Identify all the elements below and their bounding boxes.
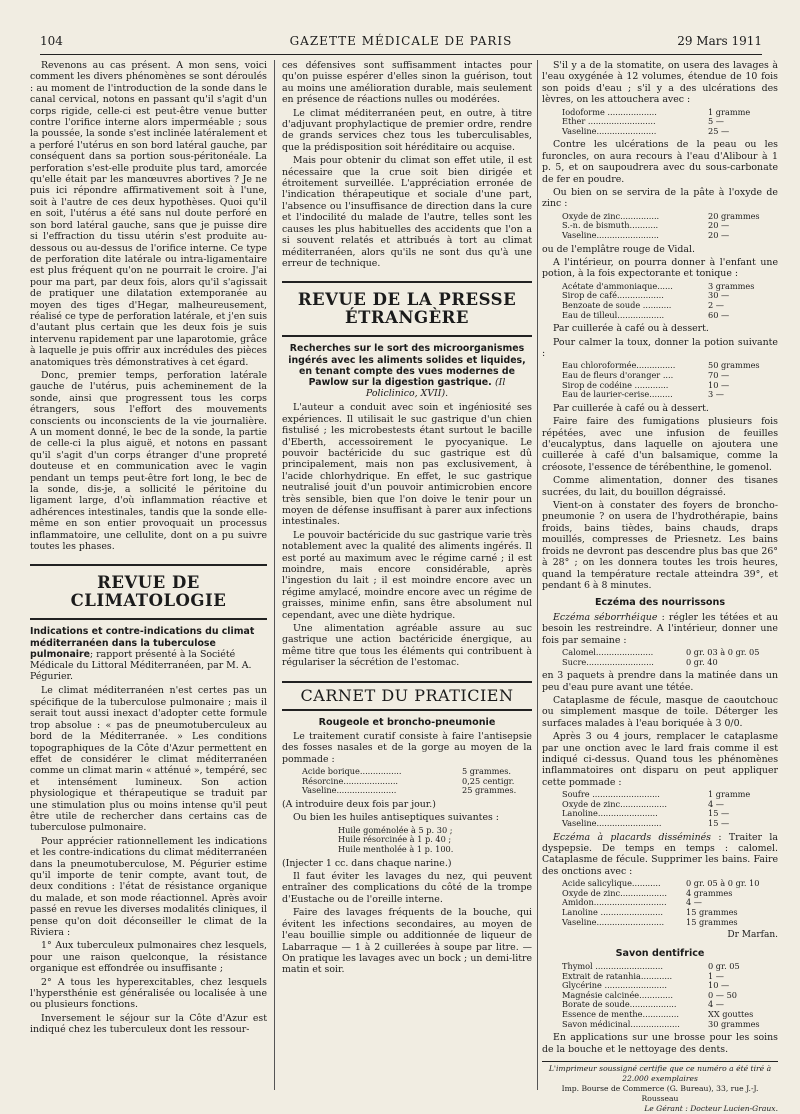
paragraph: Cataplasme de fécule, masque de caoutchouc ou simplement masque de toile. Déterger les surfaces malades à l'eau boriquée à 3 0/0. [542,694,778,729]
article-source: (Il Policlinico, XVII). [365,376,506,400]
recipe-row: Amidon............................ 4 — [562,897,702,908]
paragraph: Revenons au cas présent. A mon sens, voici comment les divers phénomènes se sont déroulés : au moment de l'introduction de la sonde dans le canal cervical, notons en passant qu'il s'agit d'un corps rigide, celle-ci est peut-être venue butter contre l'orifice interne alors imperméable ; sous la poussée, la sonde s'est inclinée latéralement et a perforé l'utérus en son bord latéral gauche, par conséquent dans sa portion sous-péritonéale. La perforation s'est-elle produite plus tard, amorcée qu'elle était par les manœuvres abortives ? Je ne puis ici répondre affirmativement soit à l'une, soit à l'autre de ces deux hypothèses. Quoi qu'il en soit, l'utérus a été sans nul doute perforé en son bord latéral gauche, sans que je puisse dire si l'effraction du tissu utérin s'est produite au-dessous ou au-dessus de l'orifice interne. Ce type de perforation dite latérale ou intra-ligamentaire est plus fréquent qu'on ne pourrait le croire. J'ai pour ma part, par deux fois, alors qu'il s'agissait de pratiquer une dilatation extemporanée au moyen des tiges d'Hegar, malheureusement, réalisé ce type de perforation latérale, et j'en suis d'autant plus certain que les deux fois je suis intervenu rapidement par une laparotomie, grâce à laquelle je puis offrir aux incrédules des pièces anatomiques très démonstratives à cet égard. [30,60,267,368]
oil-item: Huile goménolée à 5 p. 30 ; [338,824,453,835]
emphasis: Eczéma à placards disséminés [553,831,711,843]
section-title-climatologie: REVUE DE CLIMATOLOGIE [30,564,267,620]
journal-title: GAZETTE MÉDICALE DE PARIS [289,34,513,48]
author-signature: Dr Marfan. [727,930,778,941]
recipe-list [562,282,778,320]
oil-item: Huile mentholée à 1 p. 100. [338,844,454,855]
recipe-row: Résorcine..................... 0,25 centigr. [302,775,515,786]
oil-item: Huile résorcinée à 1 p. 40 ; [338,834,452,845]
article-heading [30,626,267,682]
paragraph: Ou bien les huiles antiseptiques suivantes : [293,812,499,824]
recipe-row: Lanoline ........................ 15 grammes [562,906,738,917]
recipe-row: Acide borique................ 5 grammes. [302,766,512,777]
paragraph: Pour calmer la toux, donner la potion suivante : [542,336,778,360]
column-divider [274,60,275,1090]
column-1 [30,60,267,1038]
paragraph: Faire des lavages fréquents de la bouche, qui évitent les infections secondaires, au moyen de l'eau bouillie simple ou additionnée de liqueur de Labarraque — 1 à 2 cuillerées à soupe par litre. — On pratique les lavages avec un bock ; un demi-litre matin et soir. [282,907,532,976]
paragraph: S'il y a de la stomatite, on usera des lavages à l'eau oxygénée à 12 volumes, étendue de 10 fois son poids d'eau ; s'il y a des ulcérations des lèvres, on les attouchera avec : [542,60,778,106]
paragraph: Par cuillerée à café ou à dessert. [553,402,709,414]
recipe-row: Vaseline....................... 25 — [562,125,730,136]
paragraph: L'auteur a conduit avec soin et ingéniosité ses expériences. Il utilisait le suc gastrique d'un chien fistulisé ; les microbestests étant surtout le bacille d'Eberth, accessoirement le pyocyanique. Le pouvoir bactéricide du suc gastrique est dû principalement, mais non pas exclusivement, à l'acide chlorhydrique. En effet, le suc gastrique neutralisé jouit d'un pouvoir antimicrobien encore très sensible, bien que l'on doive le tenir pour un moyen de défense insuffisant à parer aux infections intestinales. [282,402,532,528]
recipe-row: Glycérine ........................ 10 — [562,980,730,991]
recipe-row: Borate de soude.................. 4 — [562,999,724,1010]
note: (Injecter 1 cc. dans chaque narine.) [282,857,452,869]
recipe-row: Soufre .......................... 1 gramme [562,789,751,800]
paragraph: Le climat méditerranéen peut, en outre, à titre d'adjuvant prophylactique de premier ordre, rendre de grands services chez tous les tuberculisables, que la prédisposition soit héréditaire ou acquise. [282,107,532,153]
paragraph: Le pouvoir bactéricide du suc gastrique varie très notablement avec la qualité des aliments ingérés. Il est porté au maximum avec le régime carné ; il est moindre, mais encore considérable, après l'ingestion du lait ; il est moindre encore avec un régime amylacé, moindre encore avec un régime de graisses, minime enfin, sans être absolument nul cependant, avec une diète hydrique. [282,529,532,621]
issue-date: 29 Mars 1911 [677,34,762,48]
paragraph: Le traitement curatif consiste à faire l'antisepsie des fosses nasales et de la gorge au moyen de la pommade : [282,731,532,765]
printer-footer [542,1061,778,1114]
recipe-row: Oxyde de zinc.................. 4 — [562,798,724,809]
paragraph: Ou bien on se servira de la pâte à l'oxyde de zinc : [542,187,778,210]
recipe-row: Acide salicylique........... 0 gr. 05 à 0 gr. 10 [562,878,760,889]
emphasis: Eczéma séborrhéique [553,611,658,623]
paragraph: En applications sur une brosse pour les soins de la bouche et le nettoyage des dents. [542,1032,778,1055]
printer-address: Imp. Bourse de Commerce (G. Bureau), 33, rue J.-J. Rousseau [561,1083,759,1103]
column-2 [282,60,532,978]
paragraph: Une alimentation agréable assure au suc gastrique une action bactéricide énergique, au même titre que tous les éléments qui contribuent à régulariser la sécrétion de l'estomac. [282,623,532,669]
page-header [40,34,762,52]
recipe-row: Acétate d'ammoniaque...... 3 grammes [562,280,755,291]
recipe-row: Iodoforme ................... 1 gramme [562,106,751,117]
paragraph: ces défensives sont suffisamment intactes pour qu'on puisse espérer d'elles sinon la guérison, tout au moins une amélioration durable, mais seulement en présence de réactions nulles ou modérées. [282,60,532,106]
article-title: Indications et contre-indications du climat méditerranéen dans la tuberculose pulmonaire [30,626,255,660]
paragraph: Faire faire des fumigations plusieurs fois répétées, avec une infusion de feuilles d'eucalyptus, dans laquelle on ajoutera une cuillerée à café d'un balsamique, comme la créosote, l'essence de térébenthine, le gomenol. [542,416,778,473]
recipe-row: Lanoline....................... 15 — [562,808,730,819]
paragraph: 2° A tous les hyperexcitables, chez lesquels l'hypersthénie est généralisée ou localisée à une ou plusieurs fonctions. [30,976,267,1011]
subheading: Rougeole et broncho-pneumonie [318,716,496,728]
recipe-row: Eau chloroformée............... 50 grammes [562,360,760,371]
recipe-row: Sirop de café.................. 30 — [562,290,730,301]
paragraph: Inversement le séjour sur la Côte d'Azur est indiqué chez les tuberculeux dont les ressour- [30,1012,267,1036]
paragraph: Par cuillerée à café ou à dessert. [553,323,709,335]
paragraph: Après 3 ou 4 jours, remplacer le cataplasme par une onction avec le lard frais comme il est indiqué ci-dessus. Quand tous les phénomènes inflammatoires ont disparu on peut appliquer cette pommade : [542,731,778,788]
recipe-row: Magnésie calcinée............. 0 — 50 [562,989,738,1000]
column-divider [537,60,538,1090]
recipe-row: Sirop de codéine ............. 10 — [562,379,730,390]
recipe-list [302,767,532,796]
paragraph: ou de l'emplâtre rouge de Vidal. [542,243,695,255]
header-rule [40,54,762,55]
paragraph: Comme alimentation, donner des tisanes sucrées, du lait, du bouillon dégraissé. [542,475,778,498]
print-run-note: L'imprimeur soussigné certifie que ce numéro a été tiré à 22.000 exemplaires [548,1063,772,1083]
recipe-list [562,648,778,667]
paragraph: Contre les ulcérations de la peau ou les furoncles, on aura recours à l'eau d'Alibour à 1 p. 5, et on saupoudrera avec du sous-carbonate de fer en poudre. [542,139,778,185]
paragraph: Mais pour obtenir du climat son effet utile, il est nécessaire que la crue soit bien dirigée et étroitement surveillée. L'appréciation erronée de l'indication thérapeutique et sociale d'une part, l'absence ou l'insuffisance de direction dans la cure et l'indocilité du malade de l'autre, telles sont les causes les plus habituelles des accidents que l'on a si souvent relatés et attribués à tort au climat méditerranéen, alors qu'ils ne sont dus qu'à une erreur de technique. [282,155,532,269]
recipe-list [562,790,778,828]
paragraph: A l'intérieur, on pourra donner à l'enfant une potion, à la fois expectorante et tonique : [542,257,778,280]
article-title: Recherches sur le sort des microorganismes ingérés avec les aliments solides et liquides, en tenant compte des vues modernes de Pawlow sur la digestion gastrique. [288,343,526,388]
recipe-row: Savon médicinal................... 30 grammes [562,1018,760,1029]
recipe-row: Extrait de ratanhia............ 1 — [562,970,724,981]
page-number: 104 [40,34,63,48]
paragraph: Il faut éviter les lavages du nez, qui peuvent entraîner des complications du côté de la trompe d'Eustache ou de l'oreille interne. [282,871,532,905]
recipe-row: Eau de fleurs d'oranger .... 70 — [562,370,730,381]
paragraph: en 3 paquets à prendre dans la matinée dans un peu d'eau pure avant une tétée. [542,670,778,693]
manager-signature: Le Gérant : Docteur Lucien-Graux. [644,1103,778,1113]
oil-list [338,826,532,855]
recipe-list [562,879,778,927]
paragraph: Le climat méditerranéen n'est certes pas un spécifique de la tuberculose pulmonaire ; mais il serait tout aussi inexact d'adopter cette formule trop absolue : « pas de pneumotuberculeux au bord de la Méditerranée. » Les conditions topographiques de la Côte d'Azur permettent en effet de considérer le climat méditerranéen comme un climat marin « atténué », tempéré, sec et intensément lumineux. Son action physiologique et thérapeutique se traduit par une stimulation plus ou moins intense qu'il peut être utile de rechercher dans certains cas de tuberculose pulmonaire. [30,685,267,834]
recipe-row: Oxyde de zinc............... 20 grammes [562,210,760,221]
recipe-list [562,361,778,399]
section-title-carnet: CARNET DU PRATICIEN [282,681,532,711]
paragraph: Eczéma séborrhéique : régler les tétées et au besoin les restreindre. A l'intérieur, donner une fois par semaine : [542,611,778,646]
section-title-presse-etrangere: REVUE DE LA PRESSE ÉTRANGÈRE [282,281,532,337]
recipe-row: Calomel...................... 0 gr. 03 à 0 gr. 05 [562,646,760,657]
recipe-row: Benzoate de soude ........... 2 — [562,300,724,311]
recipe-list [562,212,778,241]
recipe-list [562,108,778,137]
paragraph: Vient-on à constater des foyers de broncho-pneumonie ? on usera de l'hydrothérapie, bains froids, bains tièdes, bains chauds, draps mouillés, compresses de Priesnetz. Les bains froids ne devront pas descendre plus bas que 26° à 28° ; on les donnera toutes les trois heures, quand la température rectale atteindra 39°, et pendant 6 à 8 minutes. [542,500,778,591]
paragraph: 1° Aux tuberculeux pulmonaires chez lesquels, pour une raison quelconque, la résistance organique est effondrée ou insuffisante ; [30,940,267,975]
recipe-row: Vaseline......................... 15 — [562,817,730,828]
recipe-row: Sucre.......................... 0 gr. 40 [562,656,718,667]
paragraph: Donc, premier temps, perforation latérale gauche de l'utérus, puis acheminement de la sonde, ainsi que progressent tous les corps étrangers, sous l'effort des mouvements conscients ou inconscients de la vie journalière. A un moment donné, le bec de la sonde, la partie de celle-ci la plus aiguë, et notons en passant qu'il s'agit d'un corps étranger d'une propreté douteuse et en communication avec le vagin pendant un temps peut-être fort long, le bec de la sonde, dis-je, a sollicité le péritoine du ligament large, d'où inflammation réactive et adhérences intestinales, tandis que la sonde elle-même en son entier provoquait un processus inflammatoire, une cellulite, dont on a pu suivre toutes les phases. [30,369,267,553]
recipe-row: Eau de laurier-cerise......... 3 — [562,389,724,400]
article-heading [282,343,532,399]
recipe-row: Oxyde de zinc.................. 4 grammes [562,887,733,898]
paragraph: Pour apprécier rationnellement les indications et les contre-indications du climat méditerranéen dans la pneumotuberculose, M. Pégurier estime qu'il importe de tenir compte, avant tout, de deux conditions : l'état de résistance organique du malade, et son mode réactionnel. Après avoir passé en revue les diverses modalités cliniques, il pense qu'on doit déconseiller le climat de la Riviera : [30,835,267,939]
recipe-row: S.-n. de bismuth........... 20 — [562,220,730,231]
note: (A introduire deux fois par jour.) [282,799,436,811]
article-source: ; rapport présenté à la Société Médicale du Littoral Méditerranéen, par M. A. Pégurier. [30,648,252,683]
recipe-list [562,962,778,1029]
recipe-row: Vaseline........................ 20 — [562,230,730,241]
subheading: Savon dentifrice [615,947,705,959]
recipe-row: Vaseline.......................... 15 grammes [562,916,738,927]
paragraph: Eczéma à placards disséminés : Traiter la dyspepsie. De temps en temps : calomel. Cataplasme de fécule. Supprimer les bains. Faire des onctions avec : [542,831,778,877]
column-3 [542,60,778,1114]
recipe-row: Essence de menthe.............. XX gouttes [562,1008,754,1019]
recipe-row: Vaseline....................... 25 grammes. [302,785,517,796]
recipe-row: Thymol .......................... 0 gr. 05 [562,960,740,971]
recipe-row: Ether .......................... 5 — [562,116,724,127]
subheading: Eczéma des nourrissons [594,597,726,609]
recipe-row: Eau de tilleul.................. 60 — [562,309,730,320]
